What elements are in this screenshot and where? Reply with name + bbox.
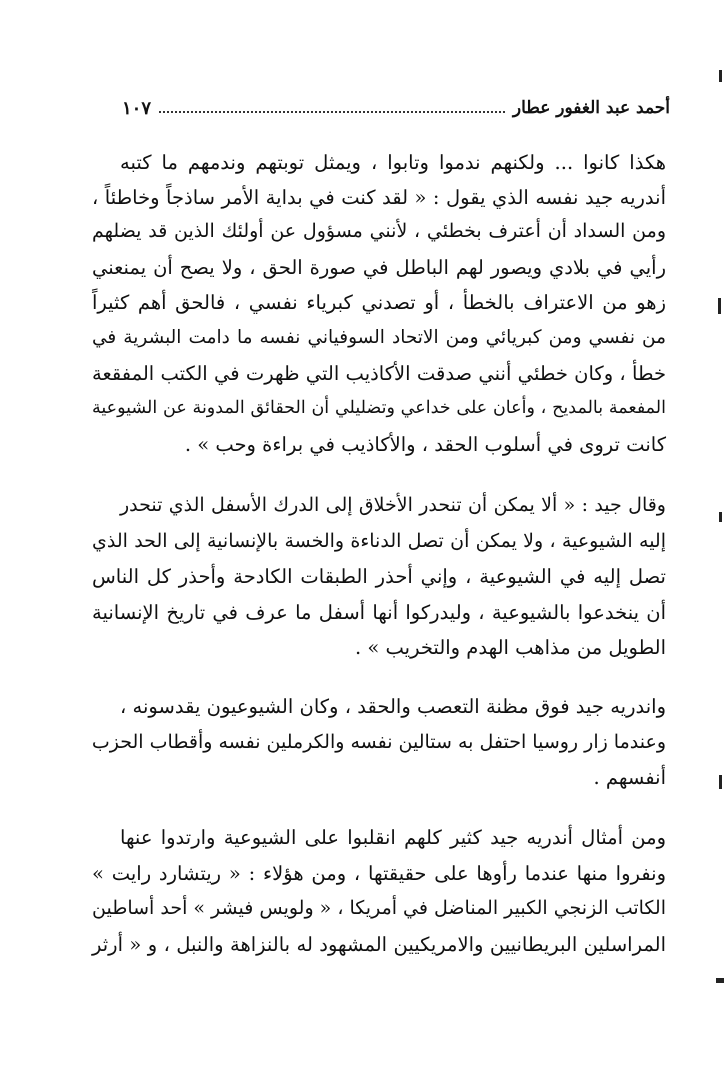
scan-mark: [718, 298, 721, 314]
scan-mark: [719, 512, 722, 522]
text-line: ونفروا منها عندما رأوها على حقيقتها ، ومن هؤلاء : « ريتشارد رايت »: [92, 862, 666, 885]
page-number: ١٠٧: [122, 97, 152, 119]
text-line: كانت تروى في أسلوب الحقد ، والأكاذيب في براءة وحب » .: [184, 433, 666, 456]
text-line: زهو من الاعتراف بالخطأ ، أو تصدني كبرياء نفسي ، فالحق أهم كثيراً: [92, 291, 666, 314]
text-line: وعندما زار روسيا احتفل به ستالين نفسه والكرملين نفسه وأقطاب الحزب: [91, 731, 666, 753]
text-line: تصل إليه في الشيوعية ، وإني أحذر الطبقات الكادحة وأحذر كل الناس: [92, 565, 666, 588]
header-author: أحمد عبد الغفور عطار: [512, 98, 670, 118]
text-line: المفعمة بالمديح ، وأعان على خداعي وتضليلي أن الحقائق المدونة عن الشيوعية: [92, 398, 666, 418]
text-line: المراسلين البريطانيين والامريكيين المشهود له بالنزاهة والنبل ، و « أرثر: [92, 933, 666, 956]
text-line: واندريه جيد فوق مظنة التعصب والحقد ، وكان الشيوعيون يقدسونه ،: [120, 695, 666, 718]
text-line: أن ينخدعوا بالشيوعية ، وليدركوا أنها أسفل ما عرف في تاريخ الإنسانية: [92, 601, 666, 624]
text-line: هكذا كانوا ... ولكنهم ندموا وتابوا ، ويمثل توبتهم وندمهم ما كتبه: [120, 151, 666, 174]
text-line: إليه الشيوعية ، ولا يمكن أن تصل الدناءة والخسة بالإنسانية إلى الحد الذي: [92, 530, 666, 552]
text-line: ومن السداد أن أعترف بخطئي ، لأنني مسؤول عن أولئك الذين قد يضلهم: [92, 220, 666, 242]
text-line: وقال جيد : « ألا يمكن أن تنحدر الأخلاق إلى الدرك الأسفل الذي تنحدر: [120, 494, 666, 516]
text-line: الطويل من مذاهب الهدم والتخريب » .: [354, 636, 666, 659]
text-line: رأيي في بلادي ويصور لهم الباطل في صورة الحق ، ولا يصح أن يمنعني: [92, 256, 666, 279]
scan-mark: [719, 70, 722, 82]
scan-mark: [719, 775, 722, 789]
text-line: الكاتب الزنجي الكبير المناضل في أمريكا ، « ولويس فيشر » أحد أساطين: [92, 897, 666, 919]
text-line: أنفسهم .: [593, 766, 666, 789]
text-line: خطأ ، وكان خطئي أنني صدقت الأكاذيب التي ظهرت في الكتب المفقعة: [92, 362, 666, 385]
text-line: من نفسي ومن كبريائي ومن الاتحاد السوفياني نفسه ما دامت البشرية في: [92, 327, 666, 348]
scan-mark: [716, 978, 724, 983]
text-line: ومن أمثال أندريه جيد كثير كلهم انقلبوا على الشيوعية وارتدوا عنها: [120, 826, 666, 849]
running-header: [122, 94, 670, 122]
text-line: أندريه جيد نفسه الذي يقول : « لقد كنت في بداية الأمر ساذجاً وخاطئاً ،: [92, 186, 666, 209]
header-leader-dots: [159, 103, 505, 113]
